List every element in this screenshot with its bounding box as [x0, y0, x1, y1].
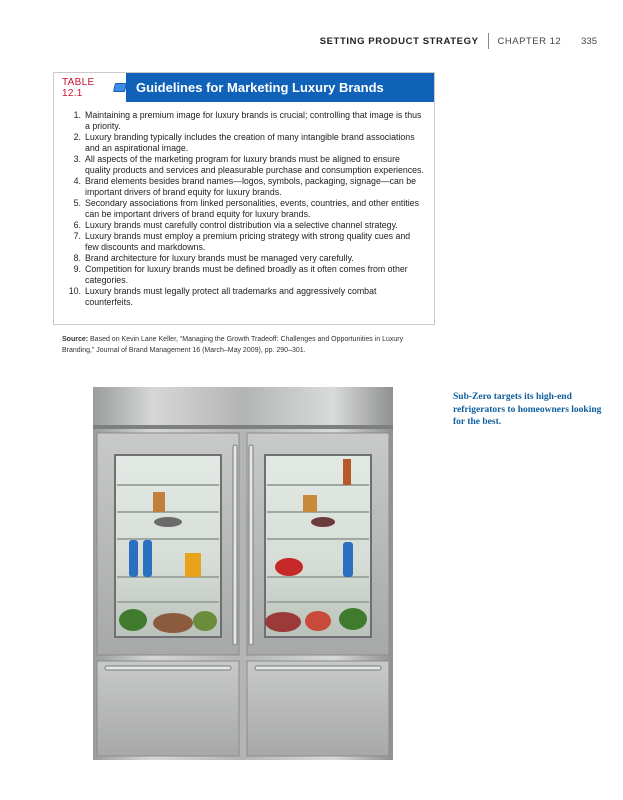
guideline-number: 4. [73, 176, 81, 186]
guideline-text: Secondary associations from linked personalities, events, countries, and other entities can be important drivers of brand equity for luxury brands. [85, 198, 419, 219]
guideline-item [62, 286, 424, 308]
guideline-text: All aspects of the marketing program for luxury brands must be aligned to ensure quality products and services and pleasurable purchase and consumption experiences. [85, 154, 424, 175]
guideline-number: 10. [68, 286, 81, 296]
source-text: Based on Kevin Lane Keller, “Managing the Growth Tradeoff: Challenges and Opportunities in Luxury Branding,” Journal of Brand Management 16 (March–May 2009), pp. 290–301. [62, 336, 404, 354]
guideline-number: 8. [73, 253, 81, 263]
guideline-number: 3. [73, 154, 81, 164]
guideline-item [62, 264, 424, 286]
guideline-number: 6. [73, 220, 81, 230]
guideline-number: 5. [73, 198, 81, 208]
guideline-text: Competition for luxury brands must be defined broadly as it often comes from other categories. [85, 264, 408, 285]
guideline-item [62, 132, 424, 154]
guideline-text: Maintaining a premium image for luxury brands is crucial; controlling that image is thus a priority. [85, 110, 422, 131]
photo-caption: Sub-Zero targets its high-end refrigerators to homeowners looking for the best. [453, 392, 602, 427]
table-label: TABLE 12.1 [62, 76, 95, 99]
guideline-text: Luxury brands must employ a premium pricing strategy with strong quality cues and few discounts and markdowns. [85, 231, 411, 252]
guideline-item [62, 176, 424, 198]
refrigerator-photo [93, 387, 393, 760]
guideline-text: Luxury brands must legally protect all trademarks and aggressively combat counterfeits. [85, 286, 377, 307]
guideline-item [62, 231, 424, 253]
table-tab-icon [113, 83, 127, 92]
source-note [62, 334, 432, 356]
guideline-number: 1. [73, 110, 81, 120]
table-title: Guidelines for Marketing Luxury Brands [126, 73, 434, 102]
guideline-item [62, 253, 424, 264]
guideline-item [62, 154, 424, 176]
chapter-label: CHAPTER 12 [497, 35, 562, 47]
guideline-text: Brand architecture for luxury brands must be managed very carefully. [85, 253, 354, 263]
page-number: 335 [581, 35, 597, 47]
guideline-text: Brand elements besides brand names—logos, symbols, packaging, signage—can be important drivers of brand equity for luxury brands. [85, 176, 417, 197]
guidelines-table [53, 72, 435, 325]
guideline-number: 2. [73, 132, 81, 142]
source-label: Source: [62, 336, 89, 343]
guideline-number: 9. [73, 264, 81, 274]
guideline-item [62, 220, 424, 231]
guidelines-list [54, 102, 434, 308]
guideline-item [62, 198, 424, 220]
section-title: SETTING PRODUCT STRATEGY [319, 35, 479, 47]
table-label-box [54, 73, 126, 102]
guideline-text: Luxury brands must carefully control distribution via a selective channel strategy. [85, 220, 398, 230]
header-divider [488, 33, 489, 49]
guideline-text: Luxury branding typically includes the creation of many intangible brand associations and an aspirational image. [85, 132, 415, 153]
guideline-number: 7. [73, 231, 81, 241]
table-header [54, 73, 434, 102]
running-header [320, 33, 597, 49]
guideline-item [62, 110, 424, 132]
